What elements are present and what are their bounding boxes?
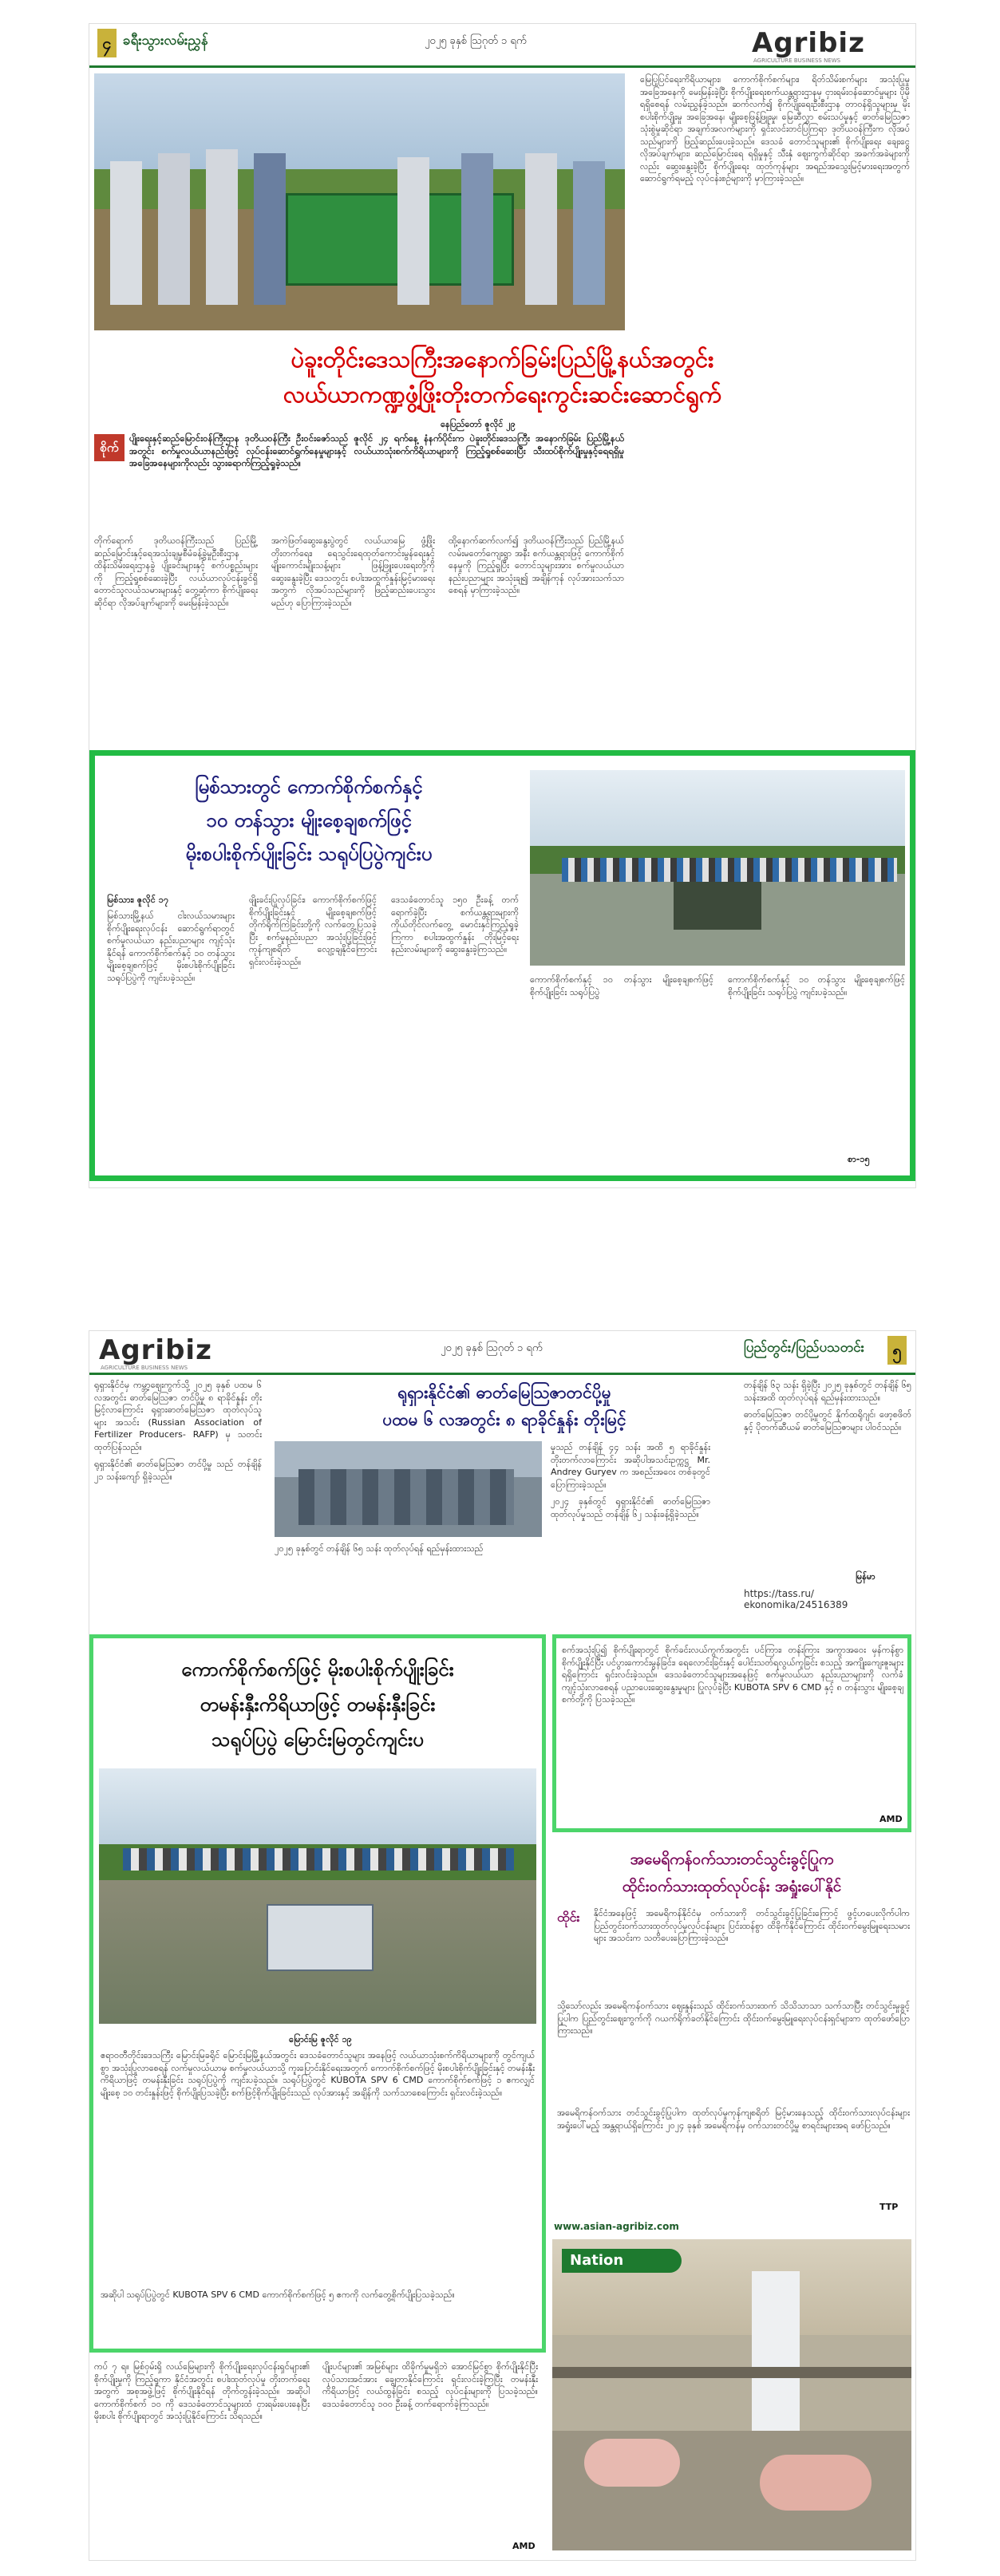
kbt-headline-line1: ကောက်စိုက်စက်ဖြင့် မိုးစပါးစိုက်ပျိုးခြင်း xyxy=(181,1658,454,1681)
russia-column-2 xyxy=(551,1441,710,1633)
section-name: ပြည်တွင်း/ပြည်ပသတင်း xyxy=(744,1340,864,1356)
russia-headline-line1: ရုရှားနိုင်ငံ၏ ဓာတ်မြေဩဇာတင်ပို့မှု xyxy=(397,1383,611,1402)
us-headline-line1: အမေရိကန်ဝက်သားတင်သွင်းခွင့်ပြုက xyxy=(630,1851,834,1868)
box-headline-line3: မိုးစပါးစိုက်ပျိုးခြင်း သရုပ်ပြပွဲကျင်းပ xyxy=(185,843,433,865)
us-headline-line2: ထိုင်းဝက်သားထုတ်လုပ်ငန်း အရှုံးပေါ်နိုင် xyxy=(622,1878,842,1895)
main-dateline: နေပြည်တော် ဇူလိုင် ၂၉ xyxy=(441,419,516,429)
issue-date: ၂၀၂၅ ခုနှစ် ဩဂုတ် ၁ ရက် xyxy=(425,35,527,47)
bottom-column-1 xyxy=(94,2361,310,2552)
main-headline-line1: ပဲခူးတိုင်းဒေသကြီးအနောက်ခြမ်းပြည်မြို့နယ်အတွင်း xyxy=(291,346,714,373)
bottom-text-2: ပျိုးပင်များ၏ အမြစ်များ ထိခိုက်မှုမရှိဘဲ အောင်မြင်စွာ စိုက်ပျိုးနိုင်ပြီး လုပ်သားအင်အား ချွေတာနိုင်ကြောင်း ရှင်းလင်းခဲ့ကြပြီး တမန်းနှီးကိရိယာဖြင့် လယ်ထွန်ခြင်း စသည့် လုပ်ငန်းများကို ပြသခဲ့သည်။ ဒေသခံတောင်သူ ၁၀၀ ဦးခန့် တက်ရောက်ခဲ့ကြသည်။ xyxy=(322,2361,538,2409)
main-right-column xyxy=(640,73,910,748)
box-column-2 xyxy=(249,894,377,1165)
box-demo-photo xyxy=(530,770,905,966)
kbt-headline-line3: သရုပ်ပြပွဲ မြောင်းမြတွင်ကျင်းပ xyxy=(211,1729,424,1751)
russia-byline: မြန်မာ xyxy=(856,1571,875,1582)
box-column-4 xyxy=(728,974,905,1133)
logo-tagline: AGRICULTURE BUSINESS NEWS xyxy=(753,57,841,64)
us-body-column-2 xyxy=(557,2000,910,2104)
russia-text-2: မှုသည် တန်ချိန် ၄၄ သန်း အထိ ၅ ရာခိုင်နှုန်း တိုးတက်လာကြောင်း အဆိုပါအသင်းဥက္ကဋ္ဌ Mr. Andrey Guryev က အစည်းအဝေး တစ်ခုတွင် ပြောကြားခဲ့သည်။ xyxy=(551,1442,710,1490)
lead-initial: စိုက် xyxy=(94,434,125,461)
russia-text-3b: ဓာတ်မြေဩဇာ တင်ပို့မှုတွင် နိုက်ထရိုဂျင်၊ ဖော့စဖိတ်နှင့် ပိုတက်ဆီယမ် ဓာတ်မြေဩဇာများ ပါဝင်သည်။ xyxy=(744,1409,911,1432)
box-column-1 xyxy=(107,910,235,1165)
us-body-column-1 xyxy=(594,1907,910,1995)
russia-text-2b: ၂၀၂၄ ခုနှစ်တွင် ရုရှားနိုင်ငံ၏ ဓာတ်မြေဩဇာ ထုတ်လုပ်မှုသည် တန်ချိန် ၆၂ သန်းခန့်ရှိခဲ့သည်။ xyxy=(551,1496,710,1519)
pig-farm-photo xyxy=(552,2239,911,2550)
kbt-byline: AMD xyxy=(879,1814,903,1824)
us-body-column-3 xyxy=(557,2107,910,2195)
box-text-4: ကောက်စိုက်စက်နှင့် ၁၀ တန်သွား မျိုးစေ့ချစက်ဖြင့် စိုက်ပျိုးခြင်း သရုပ်ပြပွဲ ကျင်းပခဲ့သည်။ xyxy=(728,974,905,998)
section-name: ခရီးသွားလမ်းညွှန် xyxy=(123,33,208,49)
kbt-body-text: ဧရာဝတီတိုင်းဒေသကြီး မြောင်းမြခရိုင် မြောင်းမြမြို့နယ်အတွင်း ဒေသခံတောင်သူများ အနေဖြင့် လယ်ယာသုံးစက်ကိရိယာများကို တွင်ကျယ်စွာ အသုံးပြုလာစေရန် လက်မှုလယ်ယာမှ စက်မှုလယ်ယာသို့ ကူးပြောင်းနိုင်ရေးအတွက် ကောက်စိုက်စက်ဖြင့် မိုးစပါးစိုက်ပျိုးခြင်းနှင့် တမန်းနှီးကိရိယာဖြင့် တမန်းနှီးခြင်း သရုပ်ပြပွဲကို ကျင်းပခဲ့သည်။ သရုပ်ပြပွဲတွင် KUBOTA SPV 6 CMD ကောက်စိုက်စက်ဖြင့် ၁ ဧကလျှင် မျိုးစေ့ ၁၀ တင်းနှုန်းဖြင့် စိုက်ပျိုးပြသခဲ့ပြီး စက်ဖြင့်စိုက်ပျိုးခြင်းသည် လုပ်အားနှင့် အချိန်ကို သက်သာစေကြောင်း ရှင်းလင်းခဲ့သည်။ xyxy=(101,2050,535,2098)
agribiz-logo: Agribiz xyxy=(99,1334,212,1366)
russia-url-label: https://tass.ru/ xyxy=(744,1588,814,1599)
bottom-byline: AMD xyxy=(512,2541,536,2551)
page-number: ၄ xyxy=(97,29,117,57)
russia-headline-line2: ပထမ ၆ လအတွင်း ၈ ရာခိုင်နှုန်း တိုးမြင့် xyxy=(382,1410,626,1429)
kbt-body-column xyxy=(101,2049,535,2249)
main-news-photo xyxy=(94,73,625,330)
russia-text-1b: ရုရှားနိုင်ငံ၏ ဓာတ်မြေဩဇာ တင်ပို့မှု သည် တန်ချိန် ၂၁ သန်းကျော် ရှိခဲ့သည်။ xyxy=(94,1459,262,1482)
box-byline: စာ-၁၅ xyxy=(848,1154,870,1164)
russia-column-1 xyxy=(94,1379,262,1658)
main-right-text: မြေပြုပြင်ရေးကိရိယာများ၊ ကောက်စိုက်စက်များ၊ ရိတ်သိမ်းစက်များ အသုံးပြုမှု အခြေအနေကို မေးမြန်းခဲ့ပြီး စိုက်ပျိုးရေးစက်ယန္တရားဌာနမှ ငှားရမ်းဝန်ဆောင်မှုများ ပိုမိုရရှိစေရန် လမ်းညွှန်ခဲ့သည်။ ဆက်လက်၍ စိုက်ပျိုးရေးဦးစီးဌာန တာဝန်ရှိသူများမှ မိုးစပါးစိုက်ပျိုးမှု အခြေအနေ၊ မျိုးစေ့ဖြန့်ဖြူးမှု၊ မြေဆီလွှာ စမ်းသပ်မှုနှင့် ဓာတ်မြေဩဇာ သုံးစွဲမှုဆိုင်ရာ အချက်အလက်များကို ရှင်းလင်းတင်ပြကြရာ ဒုတိယဝန်ကြီးက လိုအပ်သည်များကို ဖြည့်ဆည်းပေးခဲ့သည်။ ဒေသခံ တောင်သူများ၏ စိုက်ပျိုးရေး ချေးငွေလိုအပ်ချက်များ၊ ဆည်မြောင်းရေ ရရှိမှုနှင့် သီးနှံ ဈေးကွက်ဆိုင်ရာ အခက်အခဲများကိုလည်း ဆွေးနွေးခဲ့ပြီး စိုက်ပျိုးရေး ထုတ်ကုန်များ အရည်အသွေးမြင့်မားရေးအတွက် ဆောင်ရွက်ရမည့် လုပ်ငန်းစဉ်များကို မှာကြားခဲ့သည်။ xyxy=(640,74,910,184)
kbt-dateline: မြောင်းမြ ဇူလိုင် ၁၉ xyxy=(289,2034,352,2045)
newspaper-page-4 xyxy=(89,24,915,1187)
russia-photo-caption-col xyxy=(275,1543,542,1582)
us-body-text-3: အမေရိကန်ဝက်သား တင်သွင်းခွင့်ပြုပါက ထုတ်လုပ်မှုကုန်ကျစရိတ် မြင့်မားနေသည့် ထိုင်းဝက်သားလုပ်ငန်းများ အရှုံးပေါ်မည့် အန္တရာယ်ရှိကြောင်း ၂၀၂၄ ခုနှစ် အမေရိကန်မှ ဝက်သားတင်ပို့မှု စာရင်းများအရ ဖော်ပြသည်။ xyxy=(557,2108,910,2131)
bottom-text-1: ကပ် ၇ ရ။ မြစ်ဝှမ်းရှိ လယ်မြေများကို စိုက်ပျိုးရေးလုပ်ငန်းရှင်များ၏ စိုက်ပျိုးမှုကို ကြည့်ရှုကာ နိုင်ငံအတွင်း စပါးထုတ်လုပ်မှု တိုးတက်ရေးအတွက် အစုအဖွဲ့ဖြင့် စိုက်ပျိုးနိုင်ရန် တိုက်တွန်းခဲ့သည်။ အဆိုပါ ကောက်စိုက်စက် ၁၀ ကို ဒေသခံတောင်သူများထံ ငှားရမ်းပေးနေပြီး မိုးစပါး စိုက်ပျိုးရာတွင် အသုံးပြုနိုင်ကြောင်း သိရသည်။ xyxy=(94,2361,310,2421)
box-headline-line1: မြစ်သားတွင် ကောက်စိုက်စက်နှင့် xyxy=(195,776,423,798)
agribiz-logo: Agribiz xyxy=(752,27,865,59)
main-body-text-3: ထို့နောက်ဆက်လက်၍ ဒုတိယဝန်ကြီးသည် ပြည်မြို့နယ် လမ်းမတော်ကျေးရွာ အနီး စက်ယန္တရားဖြင့် ကောက်စိုက်နေမှုကို ကြည့်ရှုပြီး တောင်သူများအား စက်မှုလယ်ယာ နည်းပညာများ အသုံးချ၍ အချိန်ကုန် လုပ်အားသက်သာစေရန် မှာကြားခဲ့သည်။ xyxy=(449,535,624,595)
page-header xyxy=(89,1331,915,1375)
kbt-headline-line2: တမန်းနှီးကိရိယာဖြင့် တမန်းနှီးခြင်း xyxy=(200,1693,436,1716)
box-dateline: မြစ်သား၊ ဇူလိုင် ၁၇ xyxy=(107,895,168,905)
nation-tag: Nation xyxy=(562,2249,682,2273)
russia-url-path: ekonomika/24516389 xyxy=(744,1599,848,1610)
box-column-3 xyxy=(391,894,519,1165)
main-body-text-1: တိုက်ရောက် ဒုတိယဝန်ကြီးသည် ပြည်မြို့ ဆည်မြောင်းနှင့်ရေအသုံးချမှုစီမံခန့်ခွဲမှုဦးစီးဌာန ထိန်းသိမ်းရေးဌာနခွဲ ပျိုးခင်းများနှင့် စက်ပစ္စည်းများကို ကြည့်ရှုစစ်ဆေးခဲ့ပြီး လယ်ယာလုပ်ငန်းခွင်ရှိ တောင်သူလယ်သမားများနှင့် တွေ့ဆုံကာ စိုက်ပျိုးရေးဆိုင်ရာ လိုအပ်ချက်များကို မေးမြန်းခဲ့သည်။ xyxy=(94,535,258,608)
main-lead-text: ပျိုးရေးနှင့်ဆည်မြောင်းဝန်ကြီးဌာန ဒုတိယဝန်ကြီး ဦးဝင်းဇော်သည် ဇူလိုင် ၂၄ ရက်နေ့ နံနက်ပိုင်းက ပဲခူးတိုင်းဒေသကြီး အနောက်ခြမ်း ပြည်မြို့နယ်အတွင်း စက်မှုလယ်ယာနည်းဖြင့် လုပ်ငန်းဆောင်ရွက်နေမှုများနှင့် လယ်ယာသုံးစက်ကိရိယာများကို ကြည့်ရှုစစ်ဆေးပြီး သီးထပ်စိုက်ပျိုးမှုနှင့်ရေရရှိမှု အခြေအနေများကိုလည်း သွားရောက်ကြည့်ရှုခဲ့သည်။ xyxy=(129,433,624,468)
us-body-text-1: နိုင်ငံအနေဖြင့် အမေရိကန်နိုင်ငံမှ ဝက်သားကို တင်သွင်းခွင့်ပြုခြင်းကြောင့် ဖွင့်ဟပေးလိုက်ပါက ပြည်တွင်းဝက်သားထုတ်လုပ်မှုလုပ်ငန်းများ ပြင်းထန်စွာ ထိခိုက်နိုင်ကြောင်း ထိုင်းဝက်မွေးမြူရေးသမားများ အသင်းက သတိပေးပြောကြားခဲ့သည်။ xyxy=(594,1908,910,1943)
bottom-column-2 xyxy=(322,2361,538,2536)
logo-tagline: AGRICULTURE BUSINESS NEWS xyxy=(101,1365,188,1371)
box-photo-caption-col xyxy=(530,974,713,1077)
kbt-demo-photo xyxy=(99,1768,536,2024)
issue-date: ၂၀၂၅ ခုနှစ် ဩဂုတ် ၁ ရက် xyxy=(441,1342,543,1354)
box-text-3: ဒေသခံတောင်သူ ၁၅၀ ဦးခန့် တက်ရောက်ခဲ့ပြီး စက်ယန္တရားများကို ကိုယ်တိုင်လက်တွေ့ မောင်းနှင်ကြည့်ရှုခဲ့ကြကာ စပါးအထွက်နှုန်း တိုးမြင့်ရေး နည်းလမ်းများကို ဆွေးနွေးခဲ့ကြသည်။ xyxy=(391,895,519,954)
russia-text-3: တန်ချိန် ၆၃ သန်း ရှိခဲ့ပြီး ၂၀၂၅ ခုနှစ်တွင် တန်ချိန် ၆၅ သန်းအထိ ထုတ်လုပ်ရန် ရည်မှန်းထားသည်။ xyxy=(744,1380,911,1403)
russia-source-url xyxy=(744,1588,848,1610)
russia-photo xyxy=(275,1441,542,1537)
main-headline-line2: လယ်ယာကဏ္ဍဖွံ့ဖြိုးတိုးတက်ရေးကွင်းဆင်းဆောင်ရွက် xyxy=(283,381,722,408)
us-body-text-2: သို့သော်လည်း အမေရိကန်ဝက်သား ဈေးနှုန်းသည် ထိုင်းဝက်သားထက် သိသိသာသာ သက်သာပြီး တင်သွင်းမှုခွင့်ပြုပါက ပြည်တွင်းဈေးကွက်ကို ဂယက်ရိုက်ခတ်နိုင်ကြောင်း ထိုင်းဝက်မွေးမြူရေးလုပ်ငန်းရှင်များက ထုတ်ဖော်ပြောကြားသည်။ xyxy=(557,2001,910,2036)
newspaper-page-5 xyxy=(89,1331,915,2560)
russia-text-1: ရုရှားနိုင်ငံမှ ကမ္ဘာ့ဈေးကွက်သို့ ၂၀၂၅ ခုနှစ် ပထမ ၆ လအတွင်း ဓာတ်မြေဩဇာ တင်ပို့မှု ၈ ရာခိုင်နှုန်း တိုးမြင့်လာကြောင်း ရုရှားဓာတ်မြေဩဇာ ထုတ်လုပ်သူများ အသင်း (Russian Association of Fertilizer Producers- RAFP) မှ သတင်းထုတ်ပြန်သည်။ xyxy=(94,1380,262,1452)
box-headline-line2: ၁၀ တန်သွား မျိုးစေ့ချစက်ဖြင့် xyxy=(206,809,412,832)
kbt-body2-text: အဆိုပါ သရုပ်ပြပွဲတွင် KUBOTA SPV 6 CMD ကောက်စိုက်စက်ဖြင့် ၅ ဧကကို လက်တွေ့စိုက်ပျိုးပြသခဲ့သည်။ xyxy=(101,2290,455,2300)
page-number: ၅ xyxy=(887,1336,907,1365)
box-photo-caption: ကောက်စိုက်စက်နှင့် ၁၀ တန်သွား မျိုးစေ့ချစက်ဖြင့် စိုက်ပျိုးခြင်း သရုပ်ပြပွဲ xyxy=(530,974,713,998)
main-lead-paragraph xyxy=(129,433,624,527)
main-body-text-2: အကဲဖြတ်ဆွေးနွေးပွဲတွင် လယ်ယာမြေ ဖွံ့ဖြိုးတိုးတက်ရေး၊ ရေသွင်းရေထုတ်ကောင်းမွန်ရေးနှင့် မျိုးကောင်းမျိုးသန့်များ ဖြန့်ဖြူးပေးရေးတို့ကို ဆွေးနွေးခဲ့ပြီး ဒေသတွင်း စပါးအထွက်နှုန်းမြင့်မားရေး အတွက် လိုအပ်သည်များကို ဖြည့်ဆည်းပေးသွားမည်ဟု ပြောကြားခဲ့သည်။ xyxy=(271,535,435,608)
box-text-1: မြစ်သားမြို့နယ် ငါးလယ်သမားများ စိုက်ပျိုးရေးလုပ်ငန်း ဆောင်ရွက်ရာတွင် စက်မှုလယ်ယာ နည်းပညာများ ကျင့်သုံးနိုင်ရန် ကောက်စိုက်စက်နှင့် ၁၀ တန်သွား မျိုးစေ့ချစက်ဖြင့် မိုးစပါးစိုက်ပျိုးခြင်း သရုပ်ပြပွဲကို ကျင်းပခဲ့သည်။ xyxy=(107,911,235,983)
box-text-2: ဖျိုးခင်းပြုလုပ်ခြင်း၊ ကောက်စိုက်စက်ဖြင့် စိုက်ပျိုးခြင်းနှင့် မျိုးစေ့ချစက်ဖြင့် တိုက်ရိုက်ကြဲခြင်းတို့ကို လက်တွေ့ပြသခဲ့ပြီး စက်မှုနည်းပညာ အသုံးပြုခြင်းဖြင့် ကုန်ကျစရိတ် လျော့ချနိုင်ကြောင်း ရှင်းလင်းခဲ့သည်။ xyxy=(249,895,377,967)
page-header xyxy=(89,24,915,68)
kbt-body2-column xyxy=(101,2289,535,2337)
kbt-right-text: စက်အသုံးပြု၍ စိုက်ပျိုးရာတွင် စိုက်ခင်းလယ်ကွက်အတွင်း ပင်ကြား၊ တန်းကြား အကွာအဝေး မှန်ကန်စွာ စိုက်ပျိုးနိုင်ပြီး ပင်ပွားကောင်းမွန်ခြင်း၊ ရေလောင်းခြင်းနှင့် ပေါင်းသတ်ရလွယ်ကူခြင်း စသည့် အကျိုးကျေးဇူးများရရှိကြောင်း ရှင်းလင်းခဲ့သည်။ ဒေသခံတောင်သူများအနေဖြင့် စက်မှုလယ်ယာ နည်းပညာများကို လက်ခံကျင့်သုံးလာစေရန် ပညာပေးဆွေးနွေးမှုများ ပြုလုပ်ခဲ့ပြီး KUBOTA SPV 6 CMD နှင့် ၈ တန်းသွား မျိုးစေ့ချစက်တို့ကို ပြသခဲ့သည်။ xyxy=(562,1645,903,1705)
site-url: www.asian-agribiz.com xyxy=(554,2221,679,2232)
russia-photo-caption: ၂၀၂၅ ခုနှစ်တွင် တန်ချိန် ၆၅ သန်း ထုတ်လုပ်ရန် ရည်မှန်းထားသည် xyxy=(275,1543,484,1554)
kbt-right-column xyxy=(562,1644,903,1819)
russia-column-3 xyxy=(744,1379,911,1563)
us-byline: TTP xyxy=(879,2202,899,2212)
us-lead-initial: ထိုင်း xyxy=(557,1910,580,1925)
